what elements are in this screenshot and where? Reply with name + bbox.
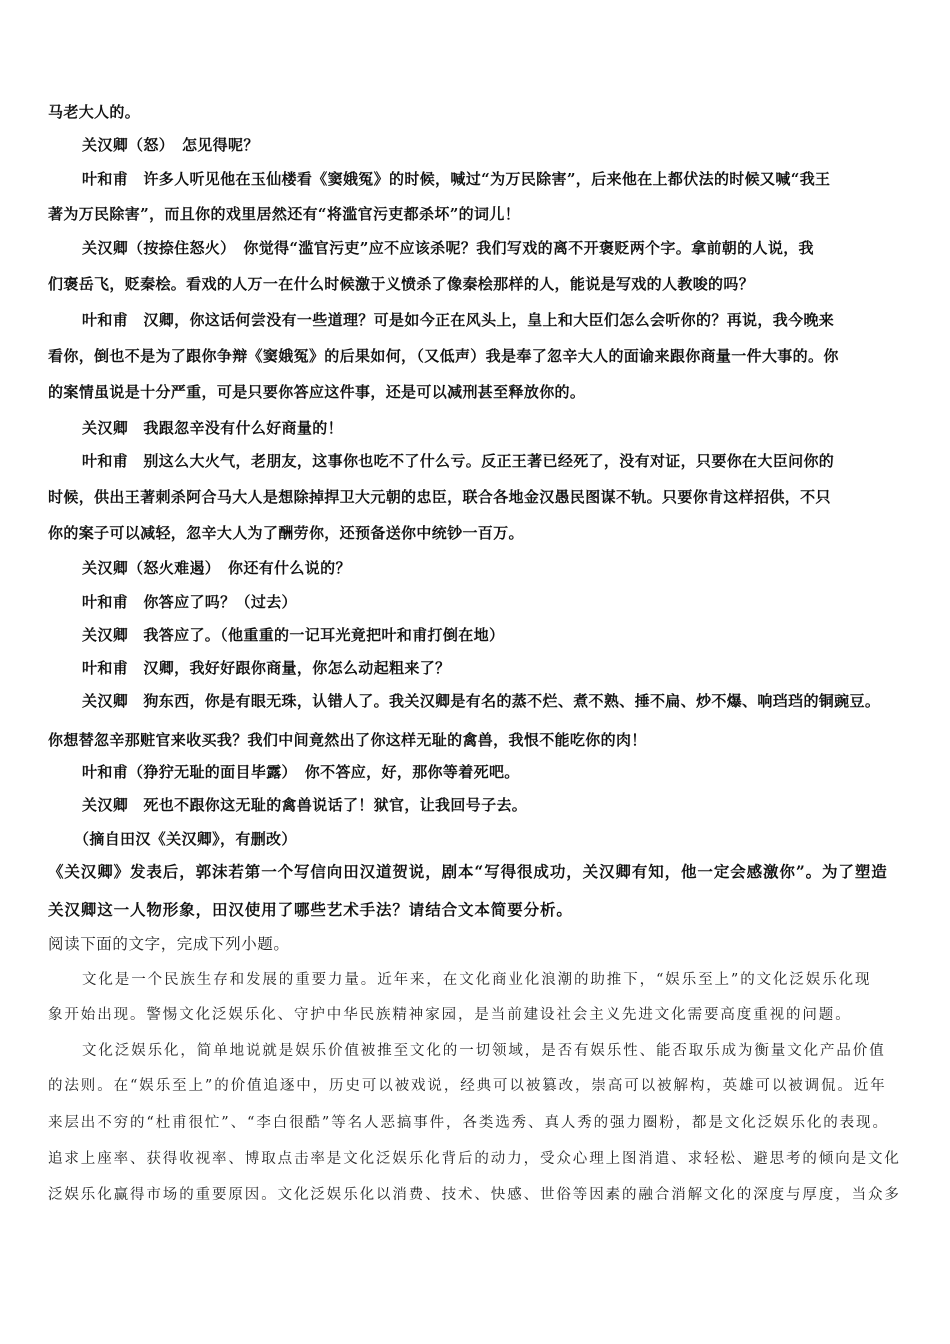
script-line: 关汉卿 狗东西，你是有眼无珠，认错人了。我关汉卿是有名的蒸不烂、煮不熟、捶不扁、炒不爆、响珰珰的铜豌豆。 [82, 692, 881, 710]
script-line: 叶和甫 汉卿，你这话何尝没有一些道理？可是如今正在风头上，皇上和大臣们怎么会听你的？再说，我今晚来 [82, 311, 835, 329]
script-line: 你的案子可以减轻，忽辛大人为了酬劳你，还预备送你中统钞一百万。 [48, 524, 524, 542]
passage-line: 泛娱乐化赢得市场的重要原因。文化泛娱乐化以消费、技术、快感、世俗等因素的融合消解文化的深度与厚度，当众多 [48, 1187, 901, 1203]
passage-line: 追求上座率、获得收视率、博取点击率是文化泛娱乐化背后的动力，受众心理上图消遣、求轻松、避思考的倾向是文化 [48, 1151, 901, 1167]
script-line: 著为万民除害”，而且你的戏里居然还有“将滥官污吏都杀坏”的词儿！ [48, 205, 521, 223]
script-line: 关汉卿 我跟忽辛没有什么好商量的！ [82, 419, 343, 437]
script-line: 关汉卿 死也不跟你这无耻的禽兽说话了！狱官，让我回号子去。 [82, 796, 528, 814]
script-line: 叶和甫 你答应了吗？（过去） [82, 593, 297, 611]
passage-line: 文化是一个民族生存和发展的重要力量。近年来，在文化商业化浪潮的助推下，“娱乐至上”的文化泛娱乐化现 [82, 972, 872, 988]
script-line: 叶和甫 许多人听见他在玉仙楼看《窦娥冤》的时候，喊过“为万民除害”，后来他在上都伏法的时候又喊“我王 [82, 170, 831, 188]
script-line: 叶和甫（狰狞无耻的面目毕露） 你不答应，好，那你等着死吧。 [82, 763, 520, 781]
passage-line: 来层出不穷的“杜甫很忙”、“李白很酷”等名人恶搞事件，各类选秀、真人秀的强力圈粉，都是文化泛娱乐化的表现。 [48, 1115, 889, 1131]
script-line: 你想替忽辛那赃官来收买我？我们中间竟然出了你这样无耻的禽兽，我恨不能吃你的肉！ [48, 731, 647, 749]
script-line: 关汉卿 我答应了。（他重重的一记耳光竟把叶和甫打倒在地） [82, 626, 505, 644]
passage-line: 的法则。在“娱乐至上”的价值追逐中，历史可以被戏说，经典可以被篡改，崇高可以被解构，英雄可以被调侃。近年 [48, 1078, 887, 1094]
question-line: 《关汉卿》发表后，郭沫若第一个写信向田汉道贺说，剧本“写得很成功，关汉卿有知，他一定会感激你”。为了塑造 [48, 862, 888, 881]
script-line: 的案情虽说是十分严重，可是只要你答应这件事，还是可以减刑甚至释放你的。 [48, 383, 586, 401]
source-citation: （摘自田汉《关汉卿》，有删改） [74, 830, 297, 848]
reading-instruction: 阅读下面的文字，完成下列小题。 [48, 935, 290, 953]
script-line: 关汉卿（按捺住怒火） 你觉得“滥官污吏”应不应该杀呢？我们写戏的离不开褒贬两个字。拿前朝的人说，我 [82, 239, 814, 257]
script-line: 时候，供出王著刺杀阿合马大人是想除掉捍卫大元朝的忠臣，联合各地金汉愚民图谋不轨。只要你肯这样招供，不只 [48, 488, 831, 506]
passage-line: 象开始出现。警惕文化泛娱乐化、守护中华民族精神家园，是当前建设社会主义先进文化需要高度重视的问题。 [48, 1007, 852, 1023]
script-line: 叶和甫 别这么大火气，老朋友，这事你也吃不了什么亏。反正王著已经死了，没有对证，只要你在大臣问你的 [82, 452, 835, 470]
script-line: 看你，倒也不是为了跟你争辩《窦娥冤》的后果如何，（又低声）我是奉了忽辛大人的面谕来跟你商量一件大事的。你 [48, 347, 839, 365]
script-line: 关汉卿（怒） 怎见得呢？ [82, 136, 259, 154]
script-line: 关汉卿（怒火难遏） 你还有什么说的？ [82, 559, 351, 577]
question-line: 关汉卿这一人物形象，田汉使用了哪些艺术手法？请结合文本简要分析。 [48, 900, 573, 919]
script-line: 叶和甫 汉卿，我好好跟你商量，你怎么动起粗来了？ [82, 659, 451, 677]
script-line: 们褒岳飞，贬秦桧。看戏的人万一在什么时候激于义愤杀了像秦桧那样的人，能说是写戏的人教唆的吗？ [48, 275, 755, 293]
script-line: 马老大人的。 [48, 103, 141, 121]
passage-line: 文化泛娱乐化，简单地说就是娱乐价值被推至文化的一切领域，是否有娱乐性、能否取乐成为衡量文化产品价值 [82, 1043, 886, 1059]
